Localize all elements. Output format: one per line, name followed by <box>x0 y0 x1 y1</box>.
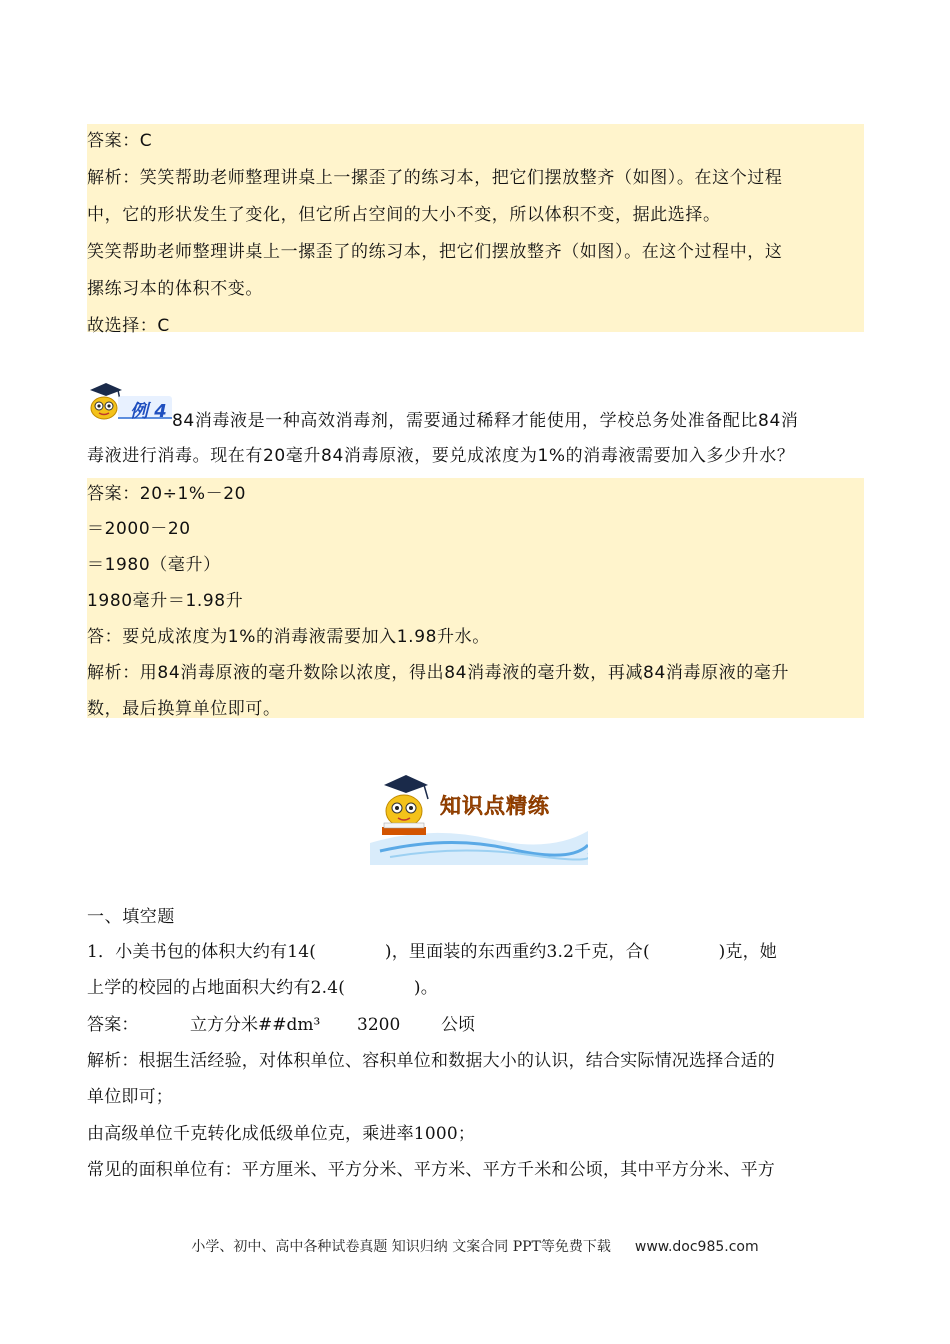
answer-line: 答案：C <box>87 131 153 151</box>
answer-line: 答：要兑成浓度为1%的消毒液需要加入1.98升水。 <box>87 627 490 647</box>
answer-label: 答案： <box>87 1015 139 1035</box>
answer-value: 公顷 <box>441 1015 475 1035</box>
analysis-line: 笑笑帮助老师整理讲桌上一摞歪了的练习本，把它们摆放整齐（如图）。在这个过程中，这 <box>87 242 783 262</box>
question-line: 84消毒液是一种高效消毒剂，需要通过稀释才能使用，学校总务处准备配比84消 <box>172 411 799 431</box>
question-line: 1．小美书包的体积大约有14( )，里面装的东西重约3.2千克，合( )克，她 <box>87 942 778 962</box>
answer-line: 1980毫升＝1.98升 <box>87 591 244 611</box>
analysis-line: 摞练习本的体积不变。 <box>87 279 263 299</box>
analysis-line: 中，它的形状发生了变化，但它所占空间的大小不变，所以体积不变，据此选择。 <box>87 205 721 225</box>
analysis-line: 解析：用84消毒原液的毫升数除以浓度，得出84消毒液的毫升数，再减84消毒原液的毫升 <box>87 663 790 683</box>
answer-value: 3200 <box>357 1015 401 1035</box>
analysis-line: 解析：根据生活经验，对体积单位、容积单位和数据大小的认识，结合实际情况选择合适的 <box>87 1051 775 1071</box>
example-badge <box>88 378 174 422</box>
analysis-line: 单位即可； <box>87 1087 173 1107</box>
analysis-line: 常见的面积单位有：平方厘米、平方分米、平方米、平方千米和公顷，其中平方分米、平方 <box>87 1160 775 1180</box>
banner-title: 知识点精练 <box>440 794 550 818</box>
footer-text: 小学、初中、高中各种试卷真题 知识归纳 文案合同 PPT等免费下载 <box>191 1239 611 1255</box>
answer-value: 立方分米##dm³ <box>190 1015 321 1035</box>
question-line: 毒液进行消毒。现在有20毫升84消毒原液，要兑成浓度为1%的消毒液需要加入多少升水？ <box>87 446 795 466</box>
analysis-line: 解析：笑笑帮助老师整理讲桌上一摞歪了的练习本，把它们摆放整齐（如图）。在这个过程 <box>87 168 783 188</box>
answer-line: 答案：20÷1%－20 <box>87 484 247 504</box>
answer-line: ＝1980（毫升） <box>87 555 221 575</box>
answer-line: ＝2000－20 <box>87 519 191 539</box>
knowledge-banner <box>360 765 588 865</box>
example-badge-label: 例 4 <box>130 401 167 422</box>
answer-line: 故选择：C <box>87 316 170 336</box>
question-line: 上学的校园的占地面积大约有2.4( )。 <box>87 978 438 998</box>
section-heading: 一、填空题 <box>87 907 175 927</box>
analysis-line: 由高级单位千克转化成低级单位克，乘进率1000； <box>87 1124 476 1144</box>
footer-url[interactable]: www.doc985.com <box>634 1239 759 1255</box>
page-footer <box>0 1236 950 1256</box>
analysis-line: 数，最后换算单位即可。 <box>87 699 281 719</box>
